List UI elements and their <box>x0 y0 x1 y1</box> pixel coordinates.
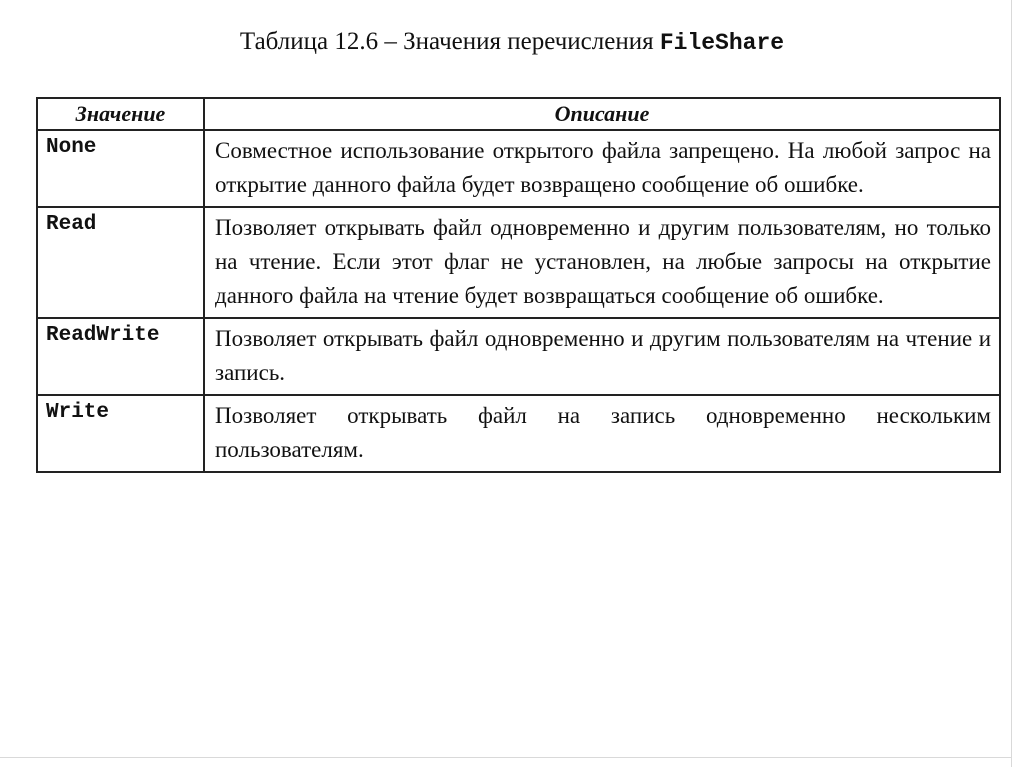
header-value: Значение <box>37 98 204 130</box>
row-description-read: Позволяет открывать файл одновременно и другим пользователям, но только на чтение. Если этот флаг не установлен, на любые запросы на открытие данного файла на чтение будет возвращаться сообщение об ошибке. <box>204 207 1000 318</box>
row-description-none: Совместное использование открытого файла запрещено. На любой запрос на открытие данного файла будет возвращено сообщение об ошибке. <box>204 130 1000 207</box>
row-value-read: Read <box>37 207 204 318</box>
caption-prefix: Таблица 12.6 – Значения перечисления <box>239 28 660 55</box>
table-header-row <box>37 98 1000 130</box>
slide-border-right <box>1011 0 1012 767</box>
row-description-write: Позволяет открывать файл на запись одновременно нескольким пользователям. <box>204 395 1000 472</box>
caption-enum-name: FileShare <box>659 30 785 56</box>
fileshare-values-table <box>36 97 1001 473</box>
slide-border-bottom <box>0 757 1012 758</box>
row-description-readwrite: Позволяет открывать файл одновременно и другим пользователям на чтение и запись. <box>204 318 1000 395</box>
table-caption <box>0 28 1024 56</box>
row-value-readwrite: ReadWrite <box>37 318 204 395</box>
table-row <box>37 395 1000 472</box>
row-value-write: Write <box>37 395 204 472</box>
row-value-none: None <box>37 130 204 207</box>
table-row <box>37 207 1000 318</box>
table-row <box>37 130 1000 207</box>
table-row <box>37 318 1000 395</box>
header-description: Описание <box>204 98 1000 130</box>
